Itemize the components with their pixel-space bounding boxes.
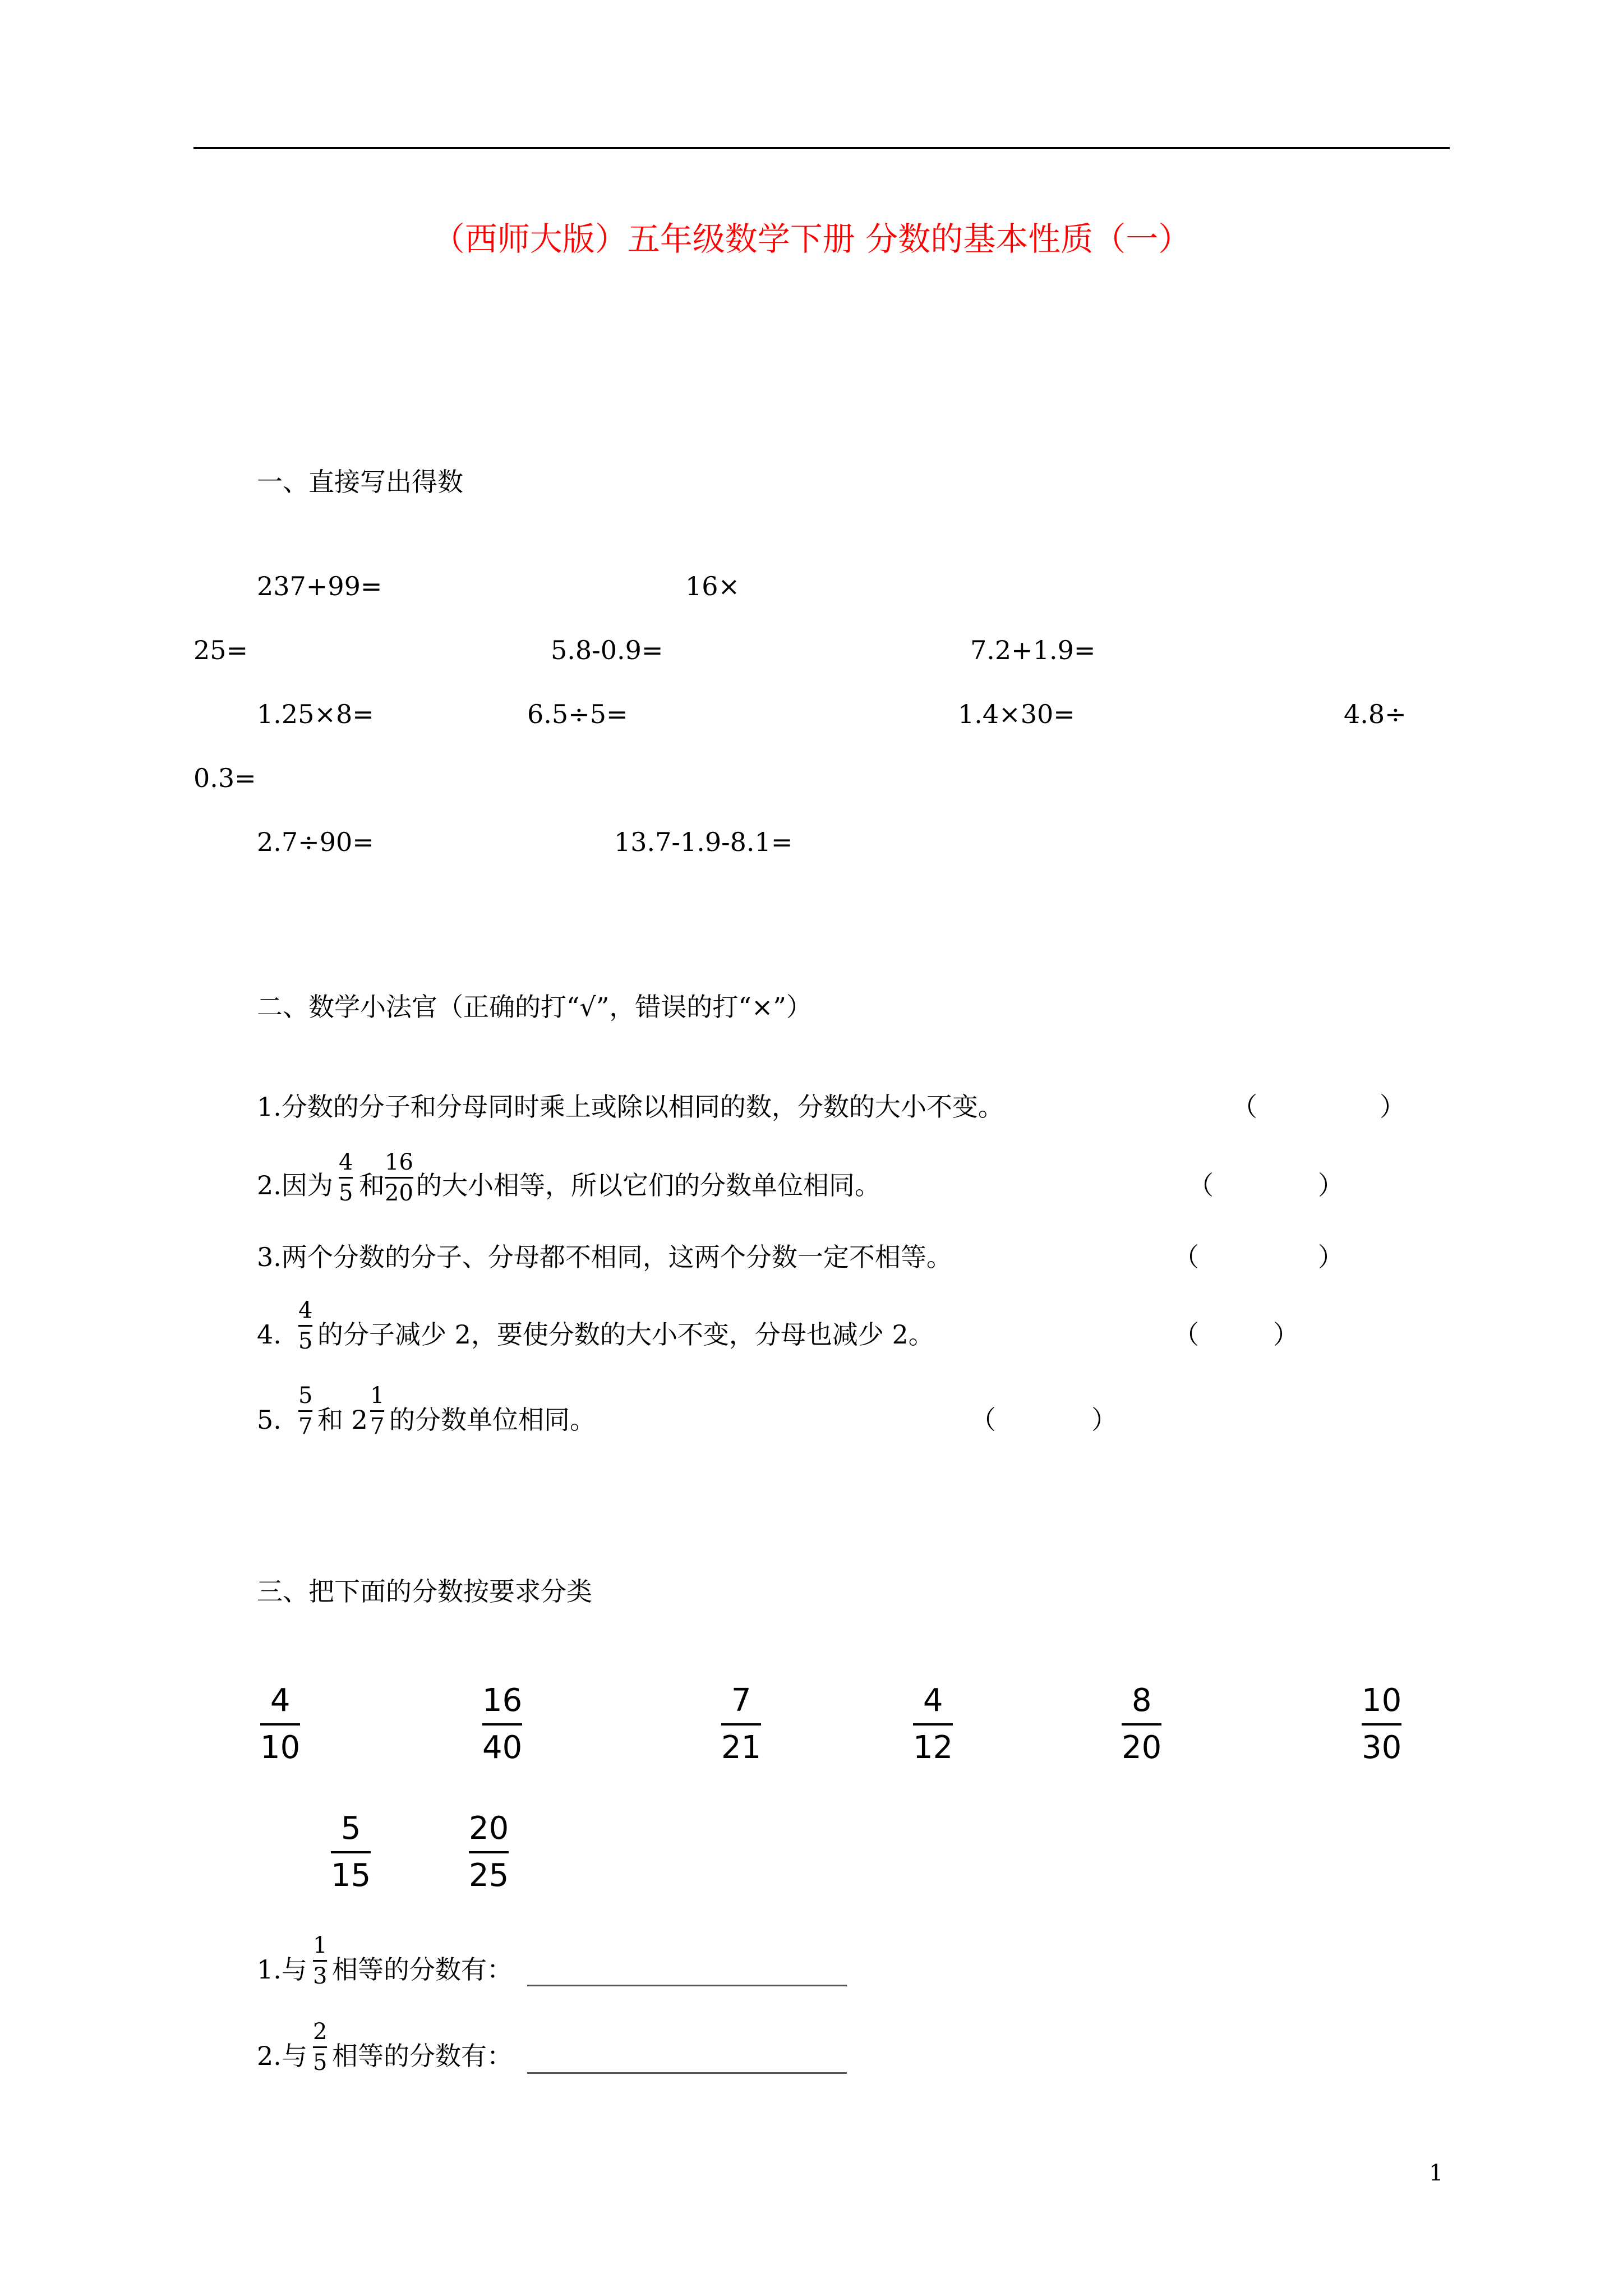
fraction-denominator: 3	[313, 1963, 328, 1989]
fraction-bar	[469, 1851, 509, 1853]
fraction-denominator: 10	[260, 1729, 301, 1766]
classify-q1-suffix: 相等的分数有：	[332, 1954, 513, 1985]
fraction	[721, 1682, 762, 1766]
judge-q5-prefix: 5.	[257, 1405, 282, 1435]
fraction	[469, 1810, 509, 1894]
fraction-denominator: 5	[298, 1328, 313, 1354]
fraction	[913, 1682, 953, 1766]
fraction	[1122, 1682, 1162, 1766]
judge-q2-prefix: 2.因为	[257, 1170, 333, 1200]
calc-item: 237+99=	[257, 571, 382, 601]
fraction	[339, 1151, 353, 1204]
header-rule	[193, 147, 1450, 149]
answer-blank-line[interactable]	[527, 2072, 847, 2074]
fraction-numerator: 5	[298, 1383, 313, 1409]
calc-item: 4.8÷	[1344, 699, 1407, 729]
section2-heading: 二、数学小法官（正确的打“√”，错误的打“×”）	[257, 992, 812, 1022]
judge-q2-suffix: 的大小相等，所以它们的分数单位相同。	[416, 1170, 880, 1200]
fraction-numerator: 16	[385, 1149, 413, 1175]
fraction-denominator: 5	[313, 2050, 328, 2076]
fraction	[370, 1384, 384, 1438]
fraction-numerator: 4	[923, 1682, 943, 1719]
fraction	[385, 1151, 413, 1204]
fraction-denominator: 15	[331, 1857, 371, 1894]
fraction-numerator: 7	[731, 1682, 751, 1719]
calc-item: 16×	[685, 571, 740, 601]
fraction-denominator: 20	[1122, 1729, 1162, 1766]
fraction-bar	[482, 1723, 522, 1726]
fraction-denominator: 7	[370, 1414, 385, 1439]
judge-q5-suffix: 的分数单位相同。	[389, 1405, 596, 1435]
fraction-denominator: 20	[385, 1180, 413, 1206]
fraction	[331, 1810, 371, 1894]
fraction	[260, 1682, 301, 1766]
fraction-bar	[339, 1177, 353, 1179]
judge-q5-mid: 和 2	[317, 1405, 368, 1435]
fraction-bar	[298, 1325, 312, 1327]
fraction-denominator: 5	[339, 1180, 353, 1206]
page-number: 1	[1429, 2160, 1444, 2186]
answer-paren-close: ）	[1273, 1319, 1299, 1350]
section1-heading: 一、直接写出得数	[257, 467, 463, 497]
calc-item: 1.4×30=	[958, 699, 1075, 729]
calc-item: 13.7-1.9-8.1=	[614, 827, 793, 857]
calc-item: 5.8-0.9=	[551, 635, 663, 665]
fraction-numerator: 2	[313, 2019, 328, 2045]
fraction-numerator: 4	[339, 1149, 353, 1175]
judge-q2-mid: 和	[359, 1170, 385, 1200]
fraction-bar	[1122, 1723, 1161, 1726]
calc-item: 1.25×8=	[257, 699, 374, 729]
fraction-bar	[313, 2046, 327, 2048]
fraction-numerator: 5	[340, 1810, 361, 1847]
calc-item: 2.7÷90=	[257, 827, 374, 857]
judge-q3: 3.两个分数的分子、分母都不相同，这两个分数一定不相等。	[257, 1242, 952, 1272]
fraction-bar	[721, 1723, 761, 1726]
fraction	[313, 2021, 327, 2074]
fraction-denominator: 21	[721, 1729, 762, 1766]
answer-paren-open: （	[1173, 1319, 1199, 1350]
fraction-bar	[1362, 1723, 1401, 1726]
fraction-denominator: 30	[1362, 1729, 1402, 1766]
fraction-bar	[298, 1410, 312, 1412]
fraction-bar	[331, 1851, 371, 1853]
fraction-numerator: 1	[370, 1383, 385, 1409]
fraction	[298, 1384, 312, 1438]
calc-item: 25=	[193, 635, 248, 665]
classify-q2-suffix: 相等的分数有：	[332, 2041, 513, 2071]
fraction	[1362, 1682, 1402, 1766]
answer-paren-close: ）	[1318, 1242, 1344, 1272]
answer-paren-close: ）	[1318, 1170, 1344, 1200]
answer-paren-open: （	[1232, 1092, 1257, 1122]
answer-paren-close: ）	[1091, 1405, 1117, 1435]
answer-paren-open: （	[1188, 1170, 1214, 1200]
answer-paren-close: ）	[1380, 1092, 1405, 1122]
fraction-bar	[370, 1410, 384, 1412]
fraction-numerator: 16	[482, 1682, 523, 1719]
fraction	[482, 1682, 523, 1766]
fraction-denominator: 7	[298, 1414, 313, 1439]
fraction	[298, 1299, 312, 1352]
fraction-bar	[913, 1723, 953, 1726]
calc-item: 7.2+1.9=	[970, 635, 1096, 665]
judge-q1: 1.分数的分子和分母同时乘上或除以相同的数，分数的大小不变。	[257, 1092, 1004, 1122]
fraction-numerator: 8	[1131, 1682, 1152, 1719]
classify-q2-prefix: 2.与	[257, 2041, 307, 2071]
judge-q4-suffix: 的分子减少 2，要使分数的大小不变，分母也减少 2。	[317, 1319, 934, 1350]
classify-q1-prefix: 1.与	[257, 1954, 307, 1985]
calc-item: 0.3=	[193, 763, 256, 793]
calc-item: 6.5÷5=	[527, 699, 628, 729]
fraction-denominator: 25	[469, 1857, 509, 1894]
judge-q4-prefix: 4.	[257, 1319, 282, 1350]
fraction-numerator: 20	[469, 1810, 509, 1847]
fraction-numerator: 10	[1362, 1682, 1402, 1719]
fraction-bar	[385, 1177, 413, 1179]
fraction-numerator: 4	[298, 1297, 313, 1323]
answer-blank-line[interactable]	[527, 1985, 847, 1986]
fraction-bar	[260, 1723, 300, 1726]
fraction	[313, 1934, 327, 1987]
section3-heading: 三、把下面的分数按要求分类	[257, 1576, 592, 1607]
fraction-denominator: 12	[913, 1729, 953, 1766]
answer-paren-open: （	[1173, 1242, 1199, 1272]
fraction-bar	[313, 1960, 327, 1962]
page-title: （西师大版）五年级数学下册 分数的基本性质（一）	[432, 220, 1191, 258]
fraction-numerator: 1	[313, 1932, 328, 1958]
fraction-denominator: 40	[482, 1729, 523, 1766]
fraction-numerator: 4	[270, 1682, 291, 1719]
answer-paren-open: （	[970, 1405, 996, 1435]
